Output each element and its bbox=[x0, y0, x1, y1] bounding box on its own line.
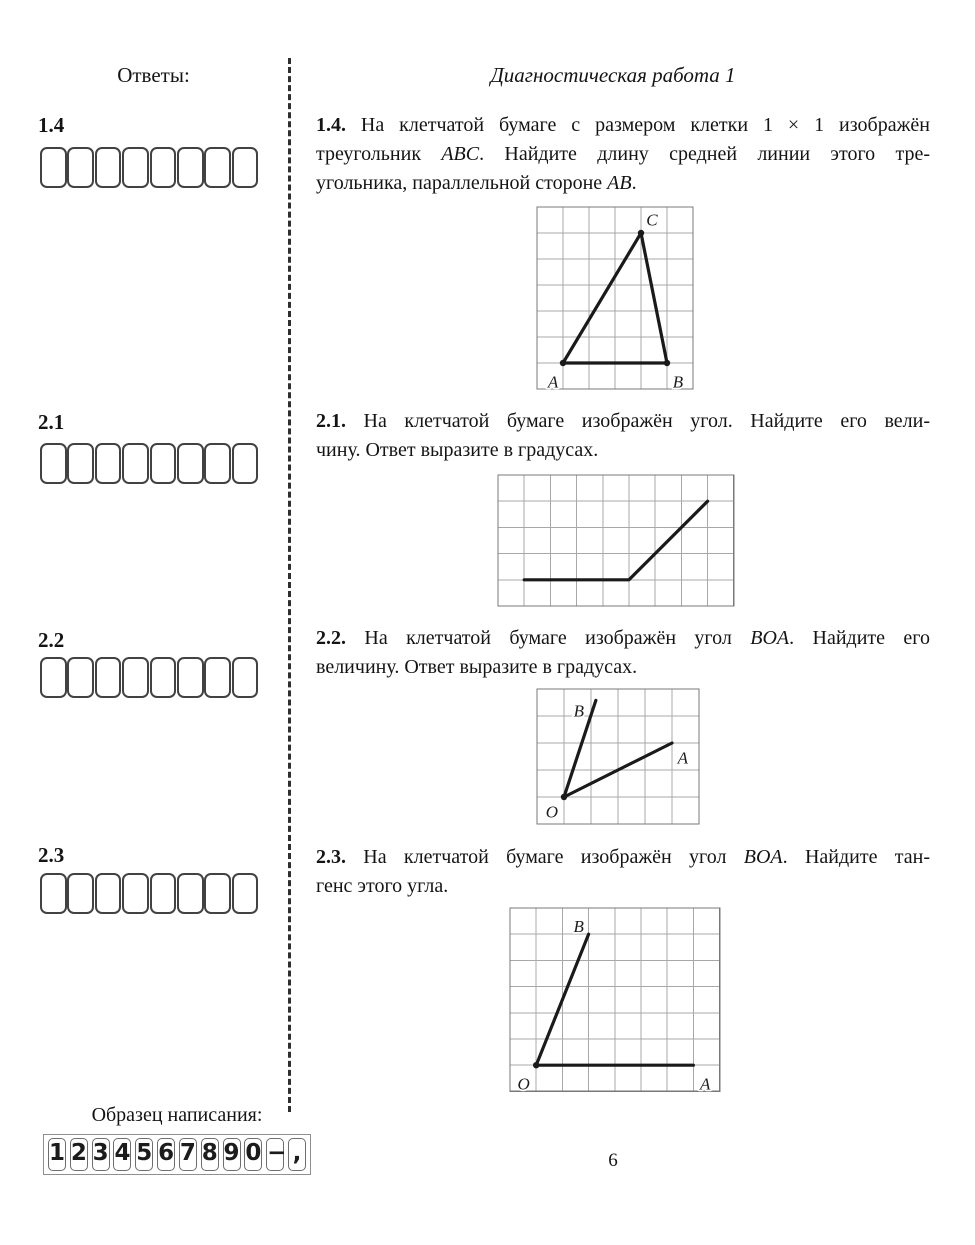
vertex-dot bbox=[664, 360, 670, 366]
answer-cell bbox=[67, 443, 94, 484]
vertex-label: B bbox=[672, 372, 684, 391]
sample-char-cell: , bbox=[288, 1138, 306, 1171]
answer-cell bbox=[40, 443, 67, 484]
answer-cell bbox=[150, 657, 177, 698]
sample-char-cell: 0 bbox=[244, 1138, 262, 1171]
sample-char-cell: 1 bbox=[48, 1138, 66, 1171]
answer-cell bbox=[232, 443, 259, 484]
problem-text-line: чину. Ответ выразите в градусах. bbox=[316, 438, 599, 461]
answer-label-2-3: 2.3 bbox=[38, 843, 65, 867]
grid-figure-svg bbox=[535, 205, 695, 391]
answer-strip-2-2 bbox=[40, 657, 259, 698]
answer-cell bbox=[177, 147, 204, 188]
answer-cell bbox=[150, 873, 177, 914]
answer-label-2-1: 2.1 bbox=[38, 410, 65, 434]
answer-cell bbox=[122, 657, 149, 698]
answer-cell bbox=[204, 873, 231, 914]
figure-2-2-angle-boa-grid bbox=[535, 687, 701, 831]
problem-2-2 bbox=[316, 624, 930, 682]
answer-strip-2-3 bbox=[40, 873, 259, 914]
vertex-dot bbox=[638, 230, 644, 236]
answer-cell bbox=[204, 657, 231, 698]
grid-figure-svg bbox=[496, 473, 736, 608]
problem-2-1 bbox=[316, 407, 930, 465]
sample-char-cell: 7 bbox=[179, 1138, 197, 1171]
vertex-dot bbox=[533, 1062, 539, 1068]
figure-shape bbox=[524, 501, 707, 580]
answer-cell bbox=[232, 873, 259, 914]
answer-cell bbox=[177, 657, 204, 698]
sample-char-cell: 5 bbox=[135, 1138, 153, 1171]
answer-cell bbox=[67, 657, 94, 698]
answer-cell bbox=[122, 147, 149, 188]
answer-cell bbox=[40, 657, 67, 698]
grid-figure-svg bbox=[535, 687, 701, 826]
vertex-dot bbox=[560, 360, 566, 366]
column-divider bbox=[288, 58, 291, 1112]
answer-cell bbox=[204, 147, 231, 188]
answer-label-2-2: 2.2 bbox=[38, 628, 65, 652]
answers-header: Ответы: bbox=[117, 63, 190, 87]
problem-2-3 bbox=[316, 843, 930, 901]
sample-char-cell: 9 bbox=[223, 1138, 241, 1171]
vertex-label: B bbox=[573, 917, 584, 937]
work-title: Диагностическая работа 1 bbox=[490, 63, 736, 87]
answer-cell bbox=[122, 873, 149, 914]
answer-cell bbox=[232, 657, 259, 698]
problem-text-line: 1.4. На клетчатой бумаге с размером клетки 1 × 1 изображён bbox=[316, 114, 930, 136]
problem-text-line: величину. Ответ выразите в градусах. bbox=[316, 655, 638, 678]
vertex-label: A bbox=[677, 748, 688, 768]
problem-text-line: 2.1. На клетчатой бумаге изображён угол. Найдите его вели- bbox=[316, 410, 930, 432]
answer-cell bbox=[150, 443, 177, 484]
answer-strip-1-4 bbox=[40, 147, 259, 188]
sample-char-cell: 2 bbox=[70, 1138, 88, 1171]
answer-cell bbox=[204, 443, 231, 484]
answer-strip-2-1 bbox=[40, 443, 259, 484]
grid-figure-svg bbox=[508, 906, 722, 1093]
vertex-label: C bbox=[646, 210, 658, 230]
answer-cell bbox=[150, 147, 177, 188]
sample-char-cell: 3 bbox=[92, 1138, 110, 1171]
vertex-label: O bbox=[545, 802, 558, 822]
answer-cell bbox=[177, 873, 204, 914]
problem-text-line: 2.2. На клетчатой бумаге изображён угол BOA. Найдите его bbox=[316, 627, 930, 649]
answer-cell bbox=[67, 147, 94, 188]
answer-cell bbox=[95, 873, 122, 914]
problem-text-line: угольника, параллельной стороне AB. bbox=[316, 171, 637, 194]
answer-cell bbox=[95, 657, 122, 698]
answer-label-1-4: 1.4 bbox=[38, 113, 65, 137]
sample-char-cell: 8 bbox=[201, 1138, 219, 1171]
sample-char-cell: − bbox=[266, 1138, 284, 1171]
problem-1-4 bbox=[316, 111, 930, 197]
answer-cell bbox=[40, 873, 67, 914]
figure-2-3-angle-tangent-grid bbox=[508, 906, 722, 1098]
page-number: 6 bbox=[608, 1150, 618, 1171]
answer-cell bbox=[40, 147, 67, 188]
answer-cell bbox=[67, 873, 94, 914]
problem-text-line: генс этого угла. bbox=[316, 874, 449, 897]
vertex-dot bbox=[561, 794, 567, 800]
answer-cell bbox=[95, 147, 122, 188]
vertex-label: A bbox=[547, 372, 559, 391]
figure-1-4-triangle-grid bbox=[535, 205, 695, 396]
answer-cell bbox=[177, 443, 204, 484]
sample-char-cell: 6 bbox=[157, 1138, 175, 1171]
vertex-label: B bbox=[573, 701, 585, 721]
answer-cell bbox=[232, 147, 259, 188]
problem-text-line: треугольник ABC. Найдите длину средней линии этого тре- bbox=[316, 142, 930, 165]
sample-char-cell: 4 bbox=[113, 1138, 131, 1171]
sample-writing-strip bbox=[43, 1134, 311, 1175]
problem-text-line: 2.3. На клетчатой бумаге изображён угол BOA. Найдите тан- bbox=[316, 846, 930, 868]
vertex-label: A bbox=[699, 1074, 711, 1094]
figure-2-1-angle-grid bbox=[496, 473, 736, 613]
answer-cell bbox=[95, 443, 122, 484]
vertex-label: O bbox=[517, 1074, 530, 1094]
sample-writing-label: Образец написания: bbox=[91, 1104, 263, 1126]
answer-cell bbox=[122, 443, 149, 484]
